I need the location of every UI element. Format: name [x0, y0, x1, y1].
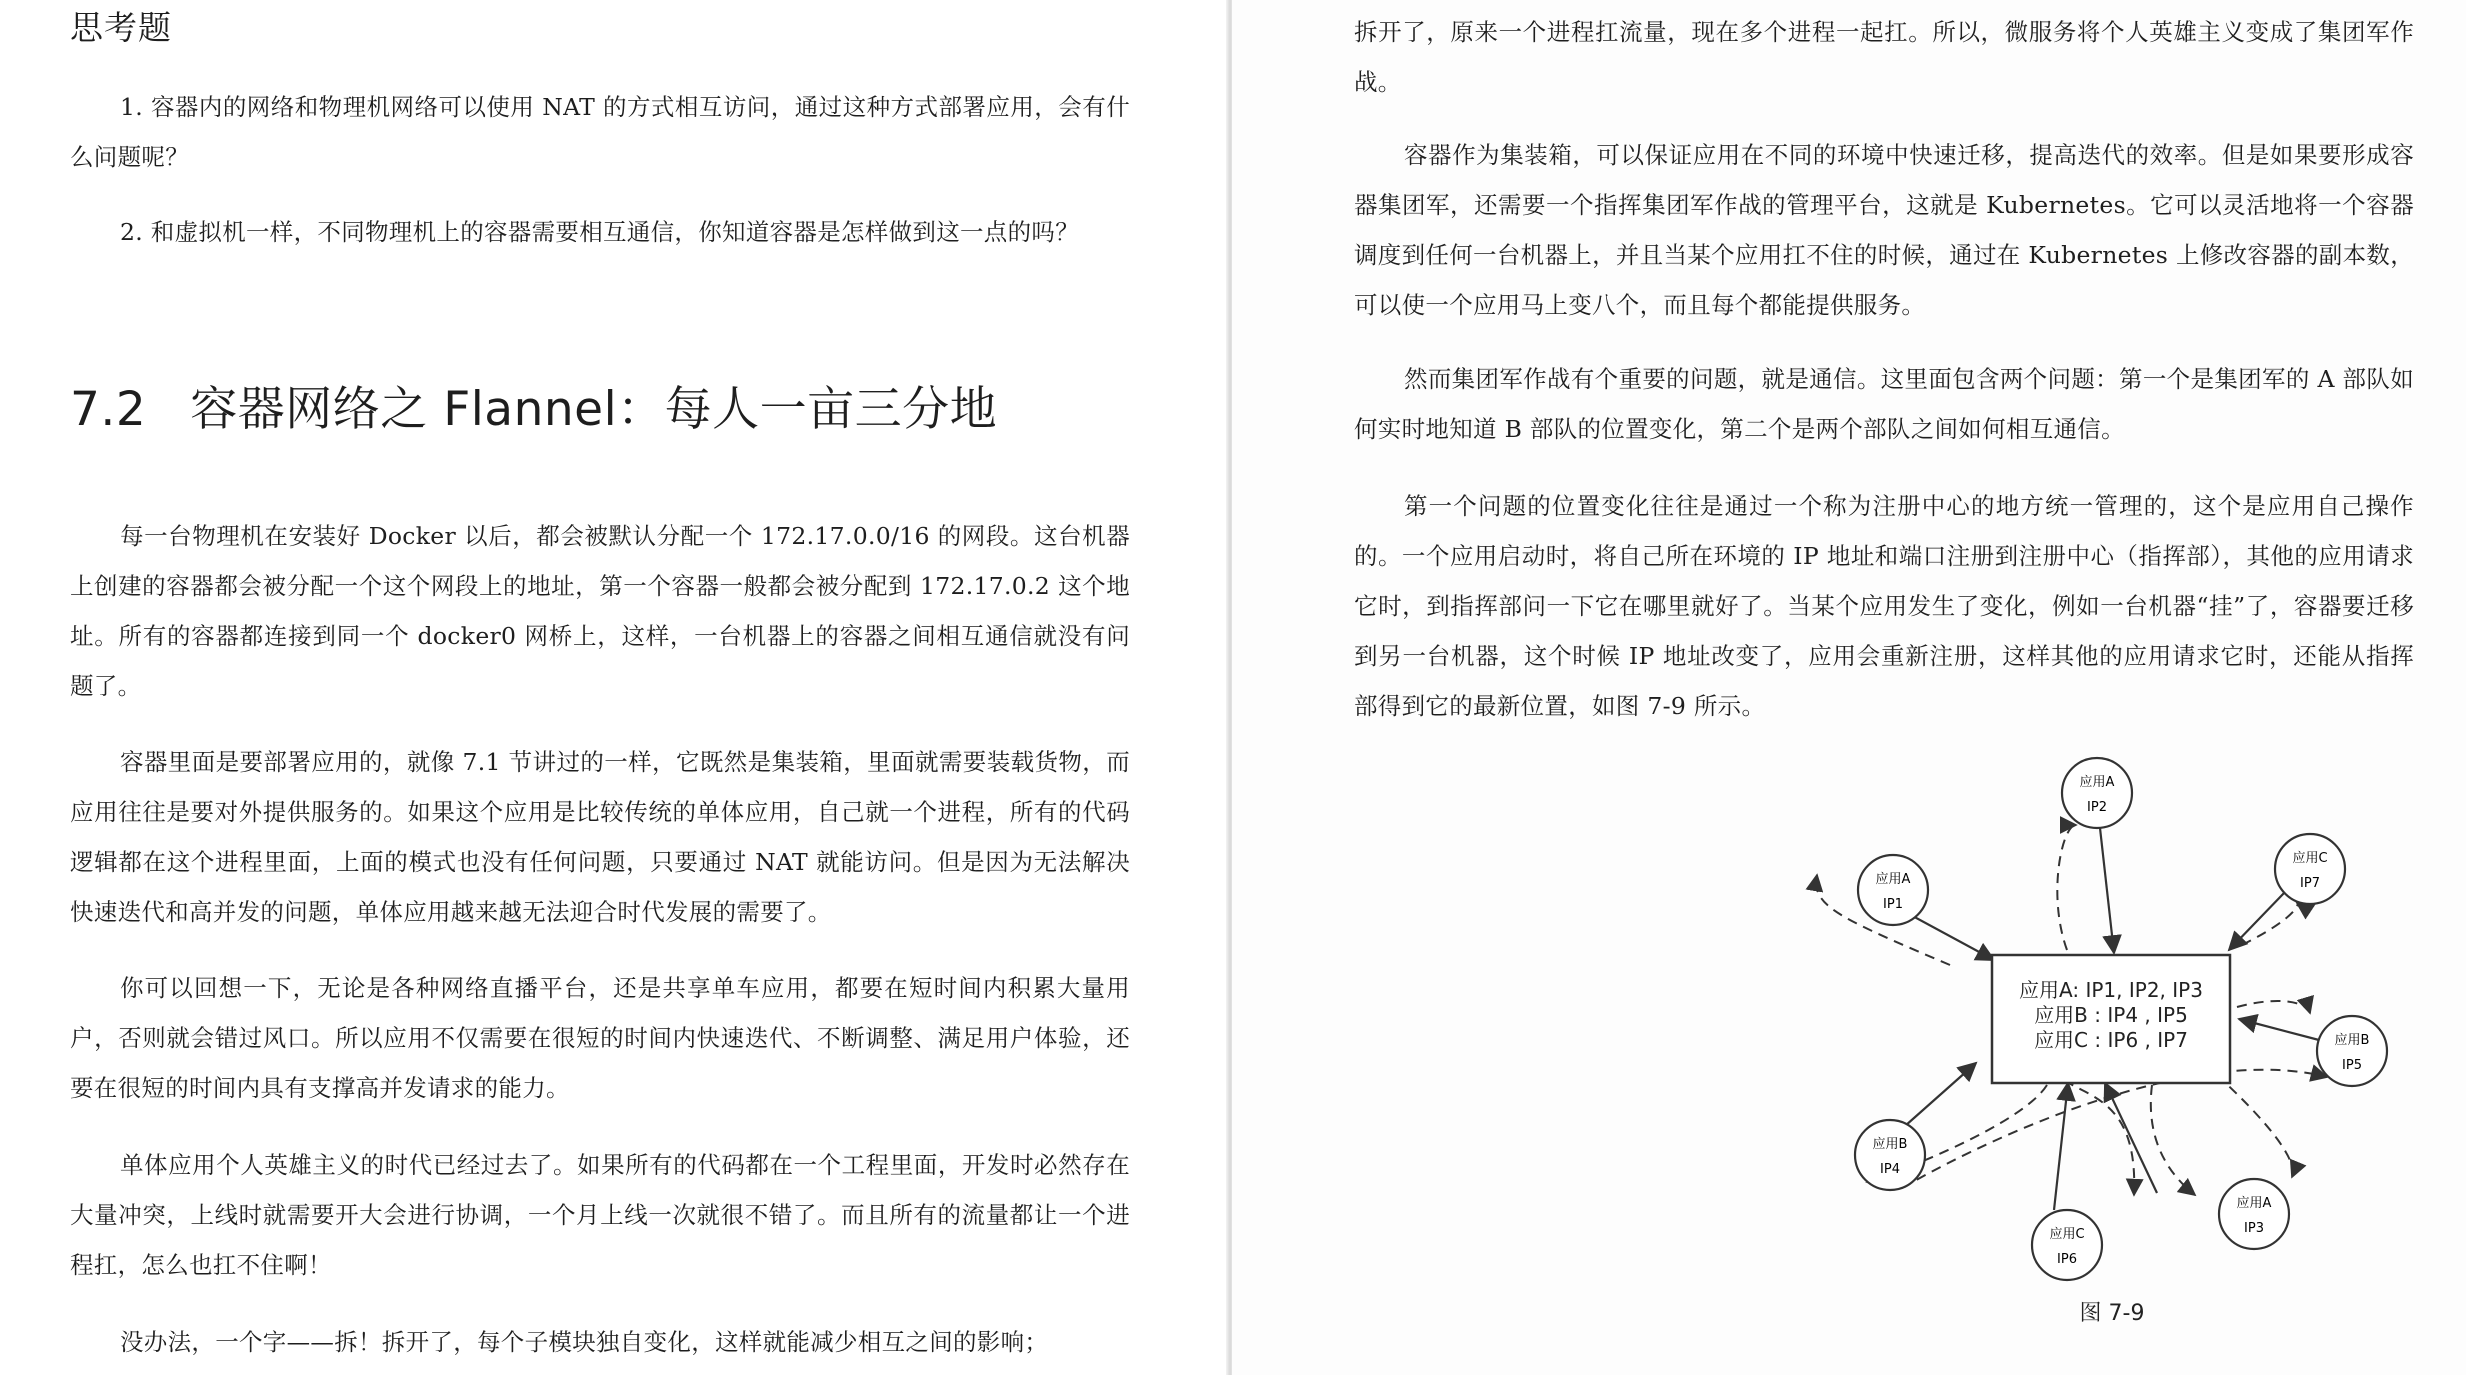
node-ip-label: IP7: [2300, 876, 2320, 891]
paragraph-3: 你可以回想一下，无论是各种网络直播平台，还是共享单车应用，都要在短时间内积累大量用户，否则就会错过风口。所以应用不仅需要在很短的时间内快速迭代、不断调整、满足用户体验，还要在很短的时间内具有支撑高并发请求的能力。: [70, 974, 1130, 1102]
node-a-ip1: [1858, 855, 1928, 925]
node-c-ip7: [2275, 834, 2345, 904]
paragraph-1: 每一台物理机在安装好 Docker 以后，都会被默认分配一个 172.17.0.0/16 的网段。这台机器上创建的容器都会被分配一个这个网段上的地址，第一个容器一般都会被分配到 172.17.0.2 这个地址。所有的容器都连接到同一个 docker0 网桥上，这样，一台机器上的容器之间相互通信就没有问题了。: [70, 522, 1130, 700]
node-ip-label: IP6: [2057, 1252, 2077, 1267]
registry-line-b: 应用B : IP4 , IP5: [2034, 1003, 2188, 1027]
node-a-ip3: [2219, 1179, 2289, 1249]
exercise-heading: 思考题: [70, 8, 172, 47]
figure-7-9: [1592, 745, 2392, 1370]
node-ip-label: IP5: [2342, 1058, 2362, 1073]
paragraph-8: 第一个问题的位置变化往往是通过一个称为注册中心的地方统一管理的，这个是应用自己操作的。一个应用启动时，将自己所在环境的 IP 地址和端口注册到注册中心（指挥部），其他的应用请求它时，到指挥部问一下它在哪里就好了。当某个应用发生了变化，例如一台机器“挂”了，容器要迁移到另一台机器，这个时候 IP 地址改变了，应用会重新注册，这样其他的应用请求它时，还能从指挥部得到它的最新位置，如图 7-9 所示。: [1354, 492, 2414, 720]
paragraph-continued: 拆开了，原来一个进程扛流量，现在多个进程一起扛。所以，微服务将个人英雄主义变成了集团军作战。: [1354, 18, 2414, 96]
node-app-label: 应用A: [2079, 775, 2115, 790]
node-b-ip4: [1855, 1120, 1925, 1190]
paragraph-4: 单体应用个人英雄主义的时代已经过去了。如果所有的代码都在一个工程里面，开发时必然存在大量冲突，上线时就需要开大会进行协调，一个月上线一次就很不错了。而且所有的流量都让一个进程扛，怎么也扛不住啊！: [70, 1151, 1130, 1279]
node-app-label: 应用B: [2334, 1033, 2370, 1048]
left-page: [0, 0, 1228, 1375]
question-1: 1. 容器内的网络和物理机网络可以使用 NAT 的方式相互访问，通过这种方式部署应用，会有什么问题呢？: [70, 93, 1130, 171]
node-ip-label: IP2: [2087, 800, 2107, 815]
node-ip-label: IP1: [1883, 897, 1903, 912]
figure-caption: 图 7-9: [2079, 1301, 2145, 1326]
registry-line-c: 应用C : IP6 , IP7: [2034, 1028, 2188, 1052]
paragraph-7: 然而集团军作战有个重要的问题，就是通信。这里面包含两个问题：第一个是集团军的 A 部队如何实时地知道 B 部队的位置变化，第二个是两个部队之间如何相互通信。: [1354, 365, 2414, 443]
section-title-text: 容器网络之 Flannel：每人一亩三分地: [190, 382, 998, 437]
node-ip-label: IP4: [1880, 1162, 1900, 1177]
paragraph-5: 没办法，一个字——拆！拆开了，每个子模块独自变化，这样就能减少相互之间的影响；: [120, 1328, 1049, 1356]
node-a-ip2: [2062, 758, 2132, 828]
node-app-label: 应用B: [1872, 1137, 1908, 1152]
registry-diagram: [1592, 745, 2392, 1370]
right-page: [1232, 0, 2466, 1375]
node-b-ip5: [2317, 1016, 2387, 1086]
node-app-label: 应用C: [2049, 1227, 2085, 1242]
paragraph-6: 容器作为集装箱，可以保证应用在不同的环境中快速迁移，提高迭代的效率。但是如果要形成容器集团军，还需要一个指挥集团军作战的管理平台，这就是 Kubernetes。它可以灵活地将一个容器调度到任何一台机器上，并且当某个应用扛不住的时候，通过在 Kubernetes 上修改容器的副本数，可以使一个应用马上变八个，而且每个都能提供服务。: [1354, 141, 2414, 319]
node-c-ip6: [2032, 1210, 2102, 1280]
section-title: [70, 372, 997, 439]
node-ip-label: IP3: [2244, 1221, 2264, 1236]
node-app-label: 应用A: [1875, 872, 1911, 887]
node-app-label: 应用A: [2236, 1196, 2272, 1211]
paragraph-2: 容器里面是要部署应用的，就像 7.1 节讲过的一样，它既然是集装箱，里面就需要装载货物，而应用往往是要对外提供服务的。如果这个应用是比较传统的单体应用，自己就一个进程，所有的代码逻辑都在这个进程里面，上面的模式也没有任何问题，只要通过 NAT 就能访问。但是因为无法解决快速迭代和高并发的问题，单体应用越来越无法迎合时代发展的需要了。: [70, 748, 1130, 926]
registry-line-a: 应用A: IP1, IP2, IP3: [2019, 978, 2203, 1002]
section-number: 7.2: [70, 382, 147, 437]
question-2: 2. 和虚拟机一样，不同物理机上的容器需要相互通信，你知道容器是怎样做到这一点的吗？: [120, 218, 1079, 246]
node-app-label: 应用C: [2292, 851, 2328, 866]
